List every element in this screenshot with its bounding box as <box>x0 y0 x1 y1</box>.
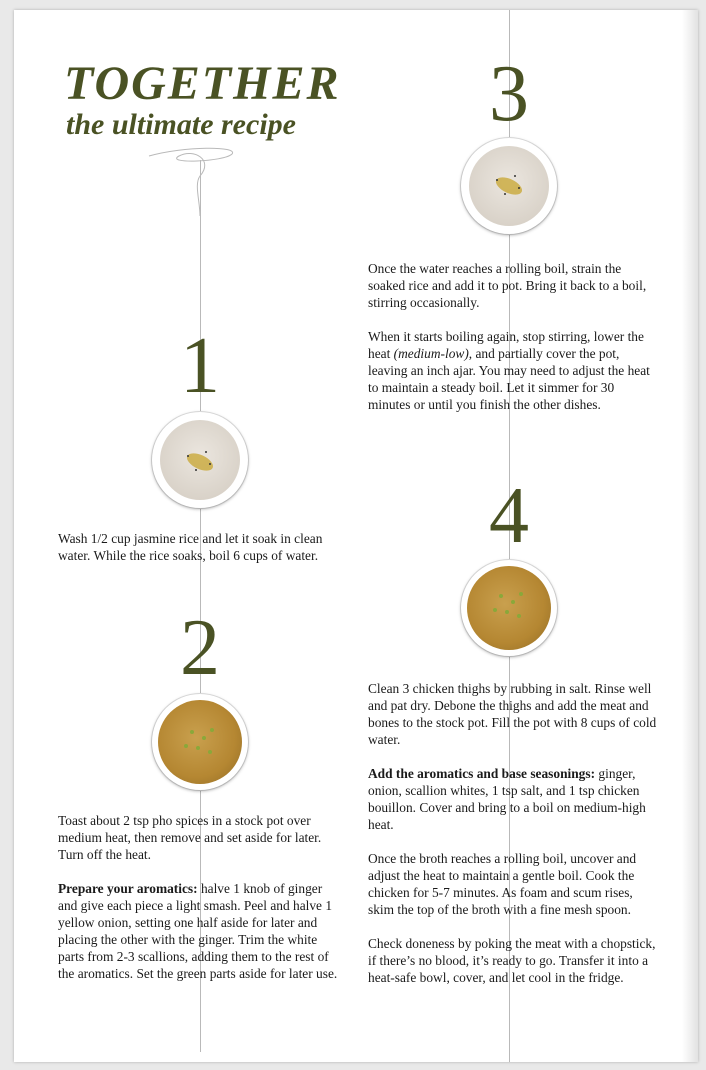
title-main: TOGETHER <box>64 57 341 110</box>
page-edge <box>682 10 698 1062</box>
step-1-number: 1 <box>180 322 220 410</box>
step-3-paragraph-2-part2: , and partially cover the pot, leaving an inch ajar. You may need to adjust the heat to maintain a steady boil. Let it simmer for 30 minutes or until you finish the other dishes. <box>368 346 650 412</box>
step-3-bowl-image <box>461 138 557 234</box>
step-3-paragraph-2 <box>368 328 658 413</box>
step-4-paragraph-1: Clean 3 chicken thighs by rubbing in salt. Rinse well and pat dry. Debone the thighs and add the meat and bones to the stock pot. Fill the pot with 8 cups of cold water. <box>368 681 657 747</box>
step-2-paragraph-2 <box>58 880 344 982</box>
title-subtitle: the ultimate recipe <box>66 108 296 141</box>
step-3-number: 3 <box>489 50 529 138</box>
recipe-page <box>14 10 698 1062</box>
step-2-paragraph-2-body: halve 1 knob of ginger and give each piece a light smash. Peel and halve 1 yellow onion, setting one half aside for later and placing the other with the ginger. Trim the white parts from 2-3 scallions, adding them to the rest of the aromatics. Set the green parts aside for later use. <box>58 881 338 981</box>
step-2-number: 2 <box>180 604 220 692</box>
step-3-paragraph-1: Once the water reaches a rolling boil, strain the soaked rice and add it to pot. Bring it back to a boil, stirring occasionally. <box>368 261 647 310</box>
step-4-number: 4 <box>489 472 529 560</box>
step-2-text <box>58 812 344 999</box>
step-4-bold-lead: Add the aromatics and base seasonings: <box>368 766 596 781</box>
step-4-paragraph-2 <box>368 765 658 833</box>
step-1-bowl-image <box>152 412 248 508</box>
step-1-paragraph: Wash 1/2 cup jasmine rice and let it soak in clean water. While the rice soaks, boil 6 cups of water. <box>58 531 323 563</box>
step-2-bold-lead: Prepare your aromatics: <box>58 881 198 896</box>
step-2-paragraph-1: Toast about 2 tsp pho spices in a stock pot over medium heat, then remove and set aside for later. Turn off the heat. <box>58 813 322 862</box>
step-2-bowl-image <box>152 694 248 790</box>
step-1-text <box>58 530 344 581</box>
step-3-paragraph-2-part1: When it starts boiling again, stop stirring, lower the heat <box>368 329 644 361</box>
step-4-bowl-image <box>461 560 557 656</box>
step-4-text <box>368 680 658 1003</box>
step-3-text <box>368 260 658 430</box>
swirl-ornament <box>144 146 254 216</box>
step-4-paragraph-2-body: ginger, onion, scallion whites, 1 tsp salt, and 1 tsp chicken bouillon. Cover and bring to a boil on medium-high heat. <box>368 766 646 832</box>
step-4-paragraph-4: Check doneness by poking the meat with a chopstick, if there’s no blood, it’s ready to go. Transfer it into a heat-safe bowl, cover, and let cool in the fridge. <box>368 936 656 985</box>
page-title <box>64 58 340 140</box>
step-3-italic-note: (medium-low) <box>390 346 469 361</box>
step-4-paragraph-3: Once the broth reaches a rolling boil, uncover and adjust the heat to maintain a gentle boil. Cook the chicken for 5-7 minutes. As foam and scum rises, skim the top of the broth with a fine mesh spoon. <box>368 851 637 917</box>
